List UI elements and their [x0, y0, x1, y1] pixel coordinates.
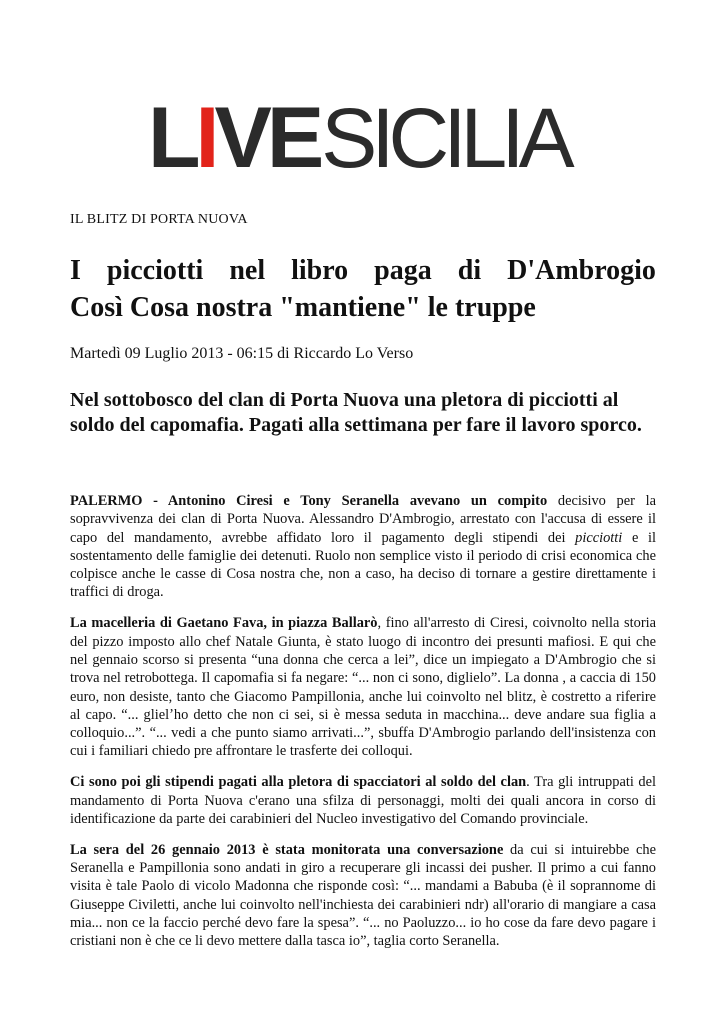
paragraph [70, 492, 656, 602]
logo-letters-ve: VE [214, 90, 320, 186]
headline-word: libro [291, 255, 349, 286]
article-byline: Martedì 09 Luglio 2013 - 06:15 di Riccardo Lo Verso [70, 345, 414, 362]
headline-word: di [457, 255, 482, 286]
paragraph-lead: La sera del 26 gennaio 2013 è stata monitorata una conversazione [70, 841, 504, 858]
logo-letter-l: L [148, 90, 196, 186]
article-body [70, 492, 656, 963]
paragraph-text: decisivo per la sopravvivenza dei clan di Porta Nuova. Alessandro D'Ambrogio, arrestato con l'accusa di essere il capo del mandamento, avrebbe affidato loro il pagamento degli stipendi dei [70, 493, 656, 546]
article-headline [70, 252, 656, 326]
article-kicker: IL BLITZ DI PORTA NUOVA [70, 212, 248, 227]
paragraph [70, 614, 656, 760]
paragraph-text: da cui si intuirebbe che Seranella e Pampillonia sono andati in giro a recuperare gli incassi dei pusher. Il primo a cui fanno visita è tale Paolo di vicolo Madonna che risponde così: “... mandami a Babuba (è il soprannome di Giuseppe Civiletti, anche lui coinvolto nell'inchiesta dei carabinieri ndr) all'orario di mangiare a casa mia... non ce la faccio perché devo fare la spesa”. “... no Paoluzzo... io ho cose da fare devo pagare i cristiani non è che ce li devo mettere dalla tasca io”, taglia corto Seranella. [70, 841, 656, 950]
paragraph [70, 773, 656, 828]
headline-line-1 [70, 252, 656, 289]
paragraph-text: , fino all'arresto di Ciresi, coivnolto nella storia del pizzo imposto allo chef Natale Giunta, è stato luogo di incontro dei presunti mafiosi. E qui che nel gennaio scorso si presenta “una donna che cerca a lei”, dice un impiegato a D'Ambrogio che si trova nel retrobottega. Il capomafia si fa negare: “... non ci sono, diglielo”. La donna , a caccia di 150 euro, non desiste, tanto che Giacomo Pampillonia, anche lui coinvolto nel blitz, è costretto a riferire al capo. “... glielʼho detto che non ci sei, si è messa seduta in macchina... deve andare sua figlia a colloquio...”. “... vedi a che punto siamo arrivati...”, sbuffa D'Ambrogio parlando dell'insistenza con cui i familiari chiedo pre affrontare le trasferte dei colloqui. [70, 615, 656, 760]
logo-letter-i: I [195, 90, 215, 186]
paragraph [70, 841, 656, 951]
paragraph-italic: picciotti [575, 529, 623, 546]
paragraph-lead: PALERMO - Antonino Ciresi e Tony Seranella avevano un compito [70, 493, 548, 509]
site-logo[interactable] [148, 90, 578, 186]
headline-line-2: Così Cosa nostra "mantiene" le truppe [70, 292, 536, 323]
logo-live-wordmark [148, 90, 320, 186]
headline-word: picciotti [106, 255, 204, 286]
headline-word: D'Ambrogio [507, 255, 656, 286]
paragraph-text-continued: e il sostentamento delle famiglie dei detenuti. Ruolo non semplice visto il periodo di crisi economica che colpisce anche le casse di Cosa nostra che, non a caso, ha deciso di tornare a gestire direttamente i traffici di droga. [70, 529, 656, 601]
paragraph-text: . Tra gli intruppati del mandamento di Porta Nuova c'erano una sfilza di personaggi, molti dei quali ancora in corso di identificazione da parte dei carabinieri del Nucleo investigativo del Comando provinciale. [70, 774, 656, 827]
logo-sicilia-wordmark: SICILIA [321, 91, 569, 185]
article-subhead: Nel sottobosco del clan di Porta Nuova una pletora di picciotti al soldo del capomafia. Pagati alla settimana per fare il lavoro sporco. [70, 389, 642, 436]
headline-word: nel [229, 255, 266, 286]
paragraph-lead: La macelleria di Gaetano Fava, in piazza Ballarò [70, 615, 378, 632]
paragraph-lead: Ci sono poi gli stipendi pagati alla pletora di spacciatori al soldo del clan [70, 774, 527, 791]
headline-word: paga [374, 255, 432, 286]
headline-word: I [70, 255, 81, 286]
